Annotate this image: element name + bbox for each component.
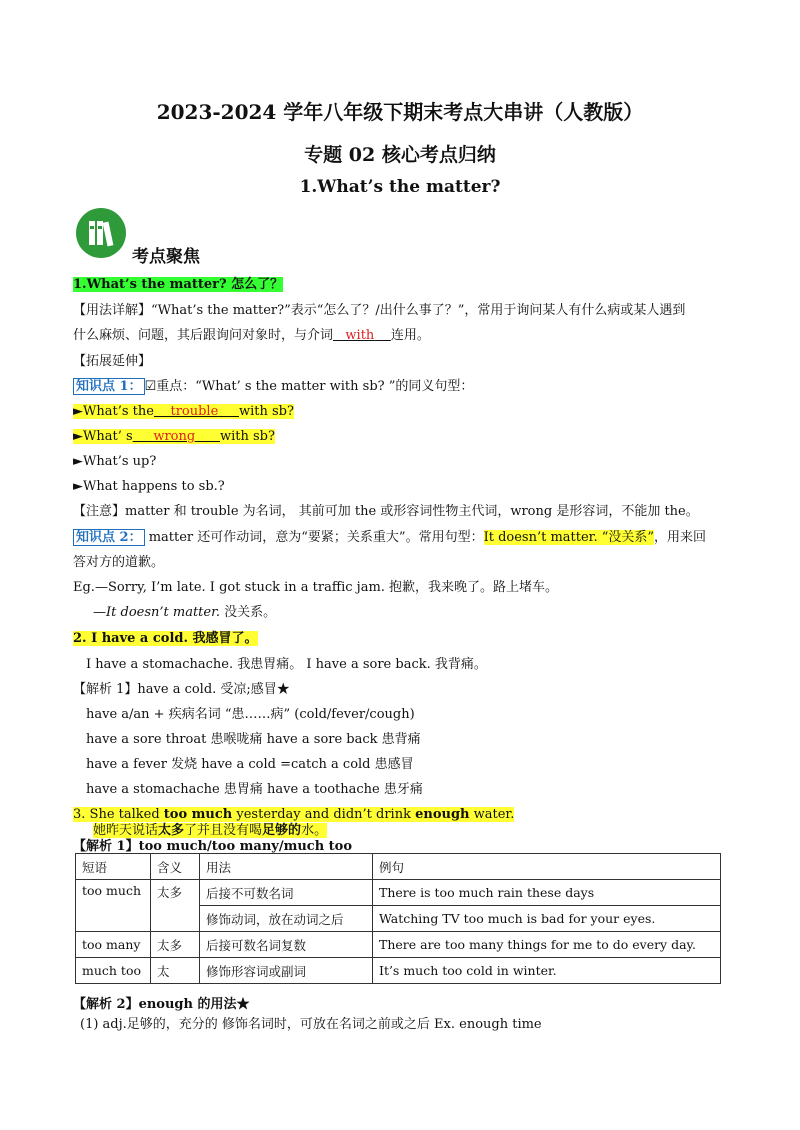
table-row (76, 932, 721, 958)
table-header-row (76, 854, 721, 880)
usage-detail-cont: 什么麻烦、问题，其后跟询问对象时，与介词 with 连用。 (73, 328, 430, 343)
table-cell: 太多 (151, 880, 200, 932)
table-cell: 后接可数名词复数 (200, 932, 373, 958)
knowledge-point-2: 知识点 2： matter 还可作动词，意为“要紧；关系重大”。常用句型：It doesn’t matter. “没关系”，用来回 (73, 529, 706, 547)
enough-usage-1: (1) adj.足够的，充分的 修饰名词时，可放在名词之前或之后 Ex. enough time (80, 1017, 542, 1032)
synonym-1: ►What’s the trouble with sb? (73, 404, 294, 419)
analysis-enough: 【解析 2】enough 的用法★ (73, 997, 250, 1012)
focus-label: 考点聚焦 (132, 247, 200, 267)
binders-icon (76, 208, 126, 258)
point-3-sentence: 3. She talked too much yesterday and didn’t drink enough water. (73, 807, 515, 822)
synonym-3: ►What’s up? (73, 454, 157, 469)
example-1: Eg.—Sorry, I’m late. I got stuck in a traffic jam. 抱歉，我来晚了。路上堵车。 (73, 580, 559, 595)
table-cell: too many (76, 932, 151, 958)
table-header: 含义 (151, 854, 200, 880)
table-cell: There are too many things for me to do every day. (373, 932, 721, 958)
synonym-4: ►What happens to sb.? (73, 479, 225, 494)
point-2-heading: 2. I have a cold. 我感冒了。 (73, 631, 258, 646)
note: 【注意】matter 和 trouble 为名词， 其前可加 the 或形容词性物主代词，wrong 是形容词，不能加 the。 (73, 504, 699, 519)
disease-row-3: have a stomachache 患胃痛 have a toothache 患牙痛 (86, 782, 423, 797)
table-cell: too much (76, 880, 151, 932)
table-cell: 太 (151, 958, 200, 984)
disease-row-1: have a sore throat 患喉咙痛 have a sore back 患背痛 (86, 732, 421, 747)
section-title: 1.What’s the matter? (299, 177, 501, 197)
table-cell: 后接不可数名词 (200, 880, 373, 906)
document-title: 2023-2024 学年八年级下期末考点大串讲（人教版） (156, 100, 644, 124)
table-cell: It’s much too cold in winter. (373, 958, 721, 984)
usage-table (75, 853, 721, 984)
example-1-reply: —It doesn’t matter. 没关系。 (93, 605, 277, 620)
disease-row-2: have a fever 发烧 have a cold =catch a cold 患感冒 (86, 757, 414, 772)
extend-label: 【拓展延伸】 (73, 354, 152, 369)
table-cell: 修饰形容词或副词 (200, 958, 373, 984)
table-cell: 太多 (151, 932, 200, 958)
table-cell: much too (76, 958, 151, 984)
table-row (76, 880, 721, 906)
knowledge-tag-1: 知识点 1： (73, 378, 145, 395)
table-cell: Watching TV too much is bad for your eyes. (373, 906, 721, 932)
topic-title: 专题 02 核心考点归纳 (304, 144, 496, 166)
knowledge-tag-2: 知识点 2： (73, 529, 145, 546)
point-3-translation: 她昨天说话太多了并且没有喝足够的水。 (93, 823, 328, 838)
disease-pattern: have a/an + 疾病名词 “患……病” (cold/fever/cough) (86, 707, 415, 722)
table-cell: 修饰动词，放在动词之后 (200, 906, 373, 932)
point-1-heading: 1.What’s the matter? 怎么了？ (73, 277, 284, 292)
synonym-2: ►What’ s wrong with sb? (73, 429, 275, 444)
table-cell: There is too much rain these days (373, 880, 721, 906)
knowledge-point-1: 知识点 1： ☑重点：“What’ s the matter with sb? ”的同义句型： (73, 378, 473, 396)
table-header: 例句 (373, 854, 721, 880)
table-header: 短语 (76, 854, 151, 880)
knowledge-point-2-cont: 答对方的道歉。 (73, 555, 165, 570)
table-header: 用法 (200, 854, 373, 880)
point-2-examples: I have a stomachache. 我患胃痛。 I have a sore back. 我背痛。 (86, 657, 487, 672)
analysis-1: 【解析 1】have a cold. 受凉;感冒★ (73, 682, 290, 697)
table-row (76, 958, 721, 984)
blank-answer-with: with (345, 328, 375, 343)
analysis-too-much: 【解析 1】too much/too many/much too (73, 839, 353, 854)
usage-detail: 【用法详解】“What’s the matter?”表示“怎么了？/出什么事了？”，常用于询问某人有什么病或某人遇到 (73, 303, 686, 318)
